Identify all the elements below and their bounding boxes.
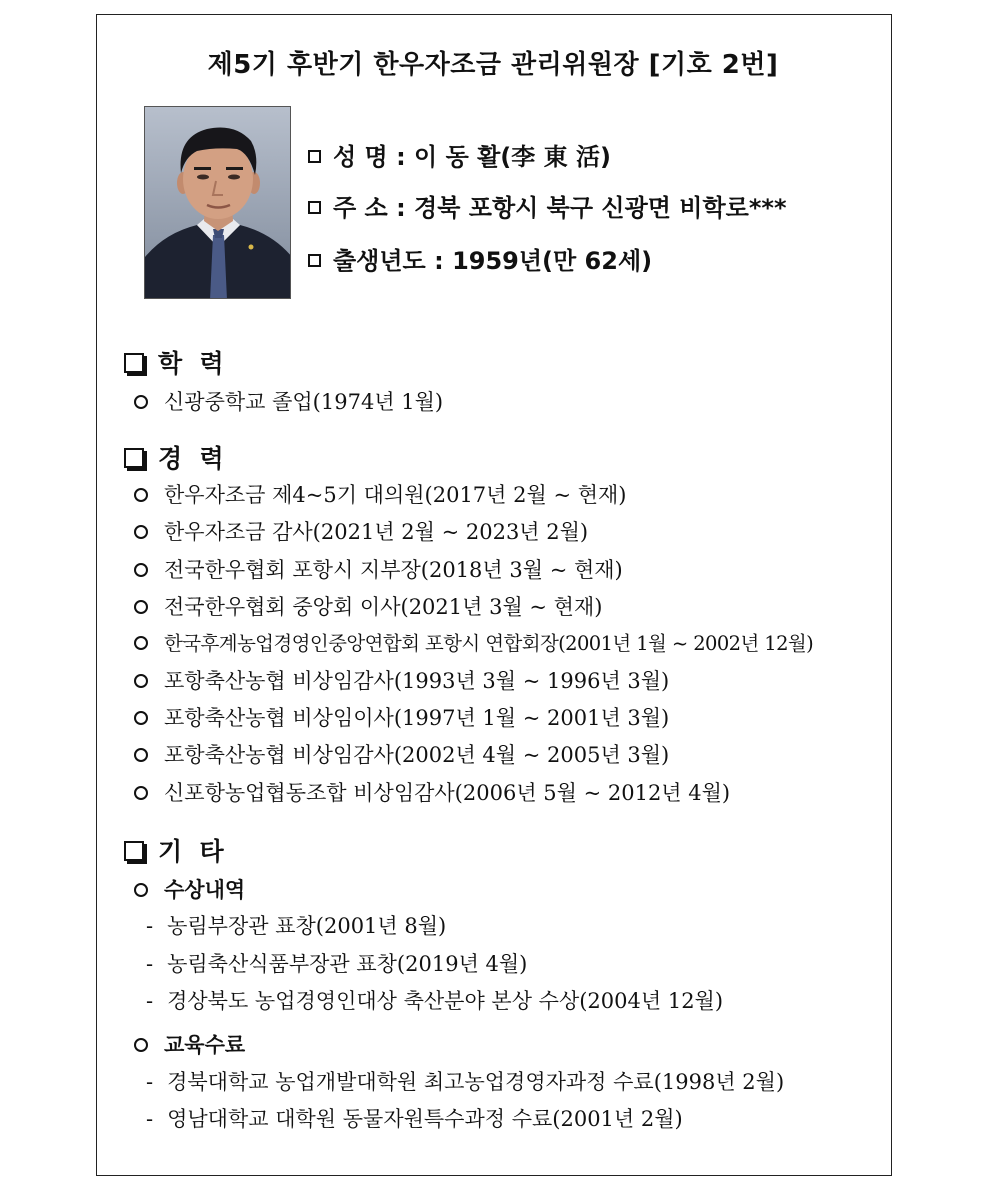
candidate-photo bbox=[144, 106, 291, 299]
checkbox-bullet-icon bbox=[308, 254, 321, 267]
circle-bullet-icon bbox=[134, 1038, 148, 1052]
name-value: 이 동 활(李 東 活) bbox=[414, 143, 611, 171]
circle-bullet-icon bbox=[134, 395, 148, 409]
training-heading: 교육수료 bbox=[134, 1029, 245, 1059]
list-item: 전국한우협회 포항시 지부장(2018년 3월 ~ 현재) bbox=[134, 554, 623, 584]
list-item: 한국후계농업경영인중앙연합회 포항시 연합회장(2001년 1월 ~ 2002년 12월) bbox=[134, 628, 813, 656]
award-item: - 농림축산식품부장관 표창(2019년 4월) bbox=[146, 952, 528, 976]
address-row: 주 소 : 경북 포항시 북구 신광면 비학로*** bbox=[308, 188, 787, 223]
address-value: 경북 포항시 북구 신광면 비학로*** bbox=[414, 194, 787, 222]
list-item: 신광중학교 졸업(1974년 1월) bbox=[134, 386, 443, 416]
circle-bullet-icon bbox=[134, 488, 148, 502]
award-item: - 경상북도 농업경영인대상 축산분야 본상 수상(2004년 12월) bbox=[146, 989, 724, 1013]
page-title: 제5기 후반기 한우자조금 관리위원장 [기호 2번] bbox=[207, 50, 779, 80]
birth-value: 1959년(만 62세) bbox=[452, 247, 653, 275]
section-box-icon bbox=[124, 841, 144, 861]
checkbox-bullet-icon bbox=[308, 201, 321, 214]
circle-bullet-icon bbox=[134, 674, 148, 688]
award-item: - 농림부장관 표창(2001년 8월) bbox=[146, 914, 447, 938]
awards-heading: 수상내역 bbox=[134, 874, 245, 904]
circle-bullet-icon bbox=[134, 563, 148, 577]
training-item: - 경북대학교 농업개발대학원 최고농업경영자과정 수료(1998년 2월) bbox=[146, 1070, 785, 1094]
circle-bullet-icon bbox=[134, 711, 148, 725]
list-item: 전국한우협회 중앙회 이사(2021년 3월 ~ 현재) bbox=[134, 591, 602, 621]
circle-bullet-icon bbox=[134, 525, 148, 539]
career-heading: 경 력 bbox=[124, 439, 224, 475]
address-label: 주 소 bbox=[333, 194, 388, 222]
circle-bullet-icon bbox=[134, 636, 148, 650]
list-item: 포항축산농협 비상임감사(1993년 3월 ~ 1996년 3월) bbox=[134, 665, 669, 695]
circle-bullet-icon bbox=[134, 748, 148, 762]
birth-label: 출생년도 bbox=[333, 247, 426, 275]
list-item: 포항축산농협 비상임감사(2002년 4월 ~ 2005년 3월) bbox=[134, 739, 669, 769]
circle-bullet-icon bbox=[134, 600, 148, 614]
section-box-icon bbox=[124, 448, 144, 468]
circle-bullet-icon bbox=[134, 786, 148, 800]
checkbox-bullet-icon bbox=[308, 150, 321, 163]
list-item: 신포항농업협동조합 비상임감사(2006년 5월 ~ 2012년 4월) bbox=[134, 777, 730, 807]
name-label: 성 명 bbox=[333, 143, 388, 171]
section-box-icon bbox=[124, 353, 144, 373]
list-item: 한우자조금 감사(2021년 2월 ~ 2023년 2월) bbox=[134, 516, 588, 546]
education-heading: 학 력 bbox=[124, 344, 224, 380]
training-item: - 영남대학교 대학원 동물자원특수과정 수료(2001년 2월) bbox=[146, 1107, 683, 1131]
birth-row: 출생년도 : 1959년(만 62세) bbox=[308, 241, 652, 276]
list-item: 한우자조금 제4~5기 대의원(2017년 2월 ~ 현재) bbox=[134, 479, 626, 509]
other-heading: 기 타 bbox=[124, 832, 224, 868]
circle-bullet-icon bbox=[134, 883, 148, 897]
portrait-image bbox=[145, 107, 291, 299]
list-item: 포항축산농협 비상임이사(1997년 1월 ~ 2001년 3월) bbox=[134, 702, 669, 732]
name-row: 성 명 : 이 동 활(李 東 活) bbox=[308, 137, 611, 172]
